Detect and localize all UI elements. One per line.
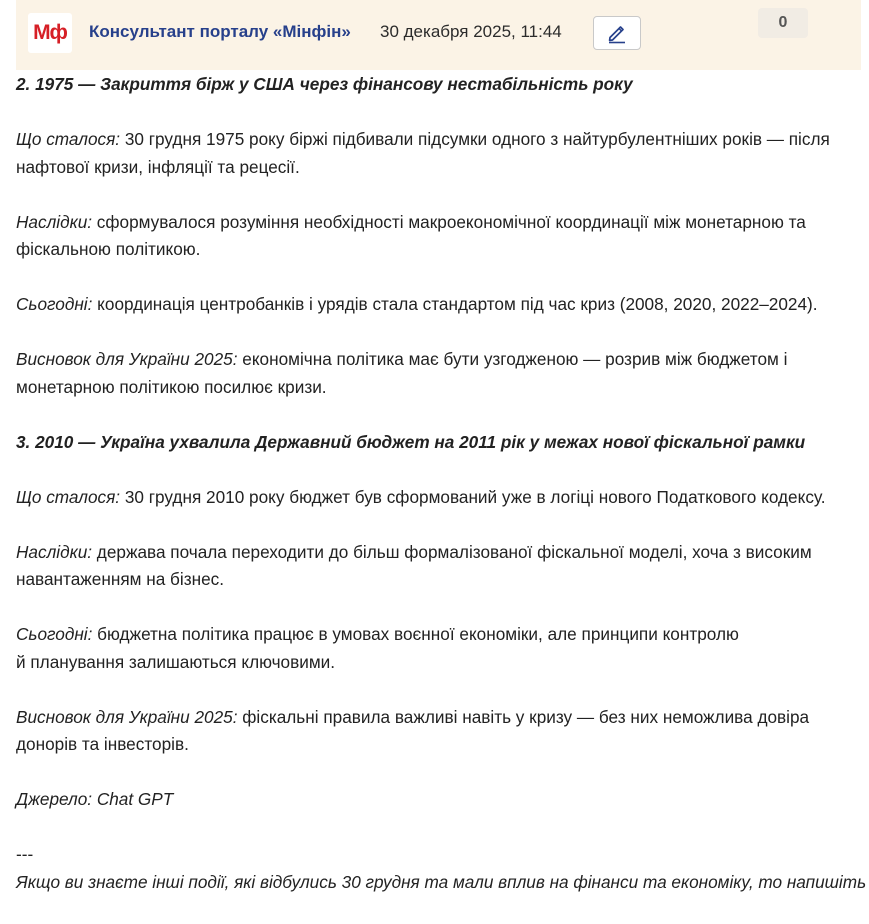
- minfin-logo[interactable]: Мф: [28, 13, 72, 53]
- today-text: координація центробанків і урядів стала стандартом під час криз (2008, 2020, 2022–2024).: [92, 294, 818, 314]
- post-header: [16, 0, 861, 70]
- consequences-text: держава почала переходити до більш формалізованої фіскальної моделі, хоча з високим навантаженням на бізнес.: [16, 541, 812, 589]
- section-2-consequences: [16, 209, 861, 264]
- comment-count-badge[interactable]: 0: [758, 8, 808, 38]
- source-text: Джерело: Chat GPT: [16, 789, 174, 809]
- section-3-conclusion: [16, 704, 861, 759]
- today-text-line-2: й планування залишаються ключовими.: [16, 651, 336, 672]
- today-label: Сьогодні:: [16, 624, 93, 644]
- consequences-label: Наслідки:: [16, 541, 93, 562]
- separator: ---: [16, 844, 34, 864]
- section-3-today: [16, 621, 861, 676]
- author-name[interactable]: Консультант порталу «Мінфін»: [89, 22, 351, 41]
- what-happened-label: Що сталося:: [16, 129, 121, 149]
- section-3-what-happened: [16, 484, 861, 512]
- section-3-heading: 3. 2010 — Україна ухвалила Державний бюджет на 2011 рік у межах нової фіскальної рамки: [16, 431, 806, 452]
- what-happened-text: 30 грудня 2010 року бюджет був сформований уже в логіці нового Податкового кодексу.: [120, 486, 826, 507]
- today-text-line-1: бюджетна політика працює в умовах воєнної економіки, але принципи контролю: [92, 624, 739, 644]
- what-happened-text: 30 грудня 1975 року біржі підбивали підсумки одного з найтурбулентніших років — після нафтової кризи, інфляції та рецесії.: [16, 129, 830, 177]
- section-2-what-happened: [16, 126, 861, 181]
- conclusion-label: Висновок для України 2025:: [16, 349, 238, 369]
- today-label: Сьогодні:: [16, 294, 93, 314]
- conclusion-text: фіскальні правила важливі навіть у кризу — без них неможлива довіра донорів та інвесторів.: [16, 706, 810, 754]
- conclusion-text: економічна політика має бути узгодженою — розрив між бюджетом і монетарною політикою посилює кризи.: [16, 349, 788, 397]
- closing-text: Якщо ви знаєте інші події, які відбулись 30 грудня та мали вплив на фінанси та економіку, то напишіть: [16, 871, 867, 892]
- source-line: [16, 786, 861, 814]
- section-2-today: [16, 291, 861, 319]
- what-happened-label: Що сталося:: [16, 486, 121, 507]
- consequences-text: сформувалося розуміння необхідності макроекономічної координації між монетарною та фіскальною політикою.: [16, 211, 806, 259]
- section-3-consequences: [16, 539, 861, 594]
- section-2-heading: 2. 1975 — Закриття бірж у США через фінансову нестабільність року: [16, 74, 633, 94]
- consequences-label: Наслідки:: [16, 211, 93, 232]
- pencil-icon: [606, 22, 628, 44]
- post-date: 30 декабря 2025, 11:44: [380, 22, 562, 41]
- section-2-conclusion: [16, 346, 861, 401]
- edit-button[interactable]: [593, 16, 641, 50]
- post-body: [16, 71, 867, 924]
- conclusion-label: Висновок для України 2025:: [16, 706, 238, 727]
